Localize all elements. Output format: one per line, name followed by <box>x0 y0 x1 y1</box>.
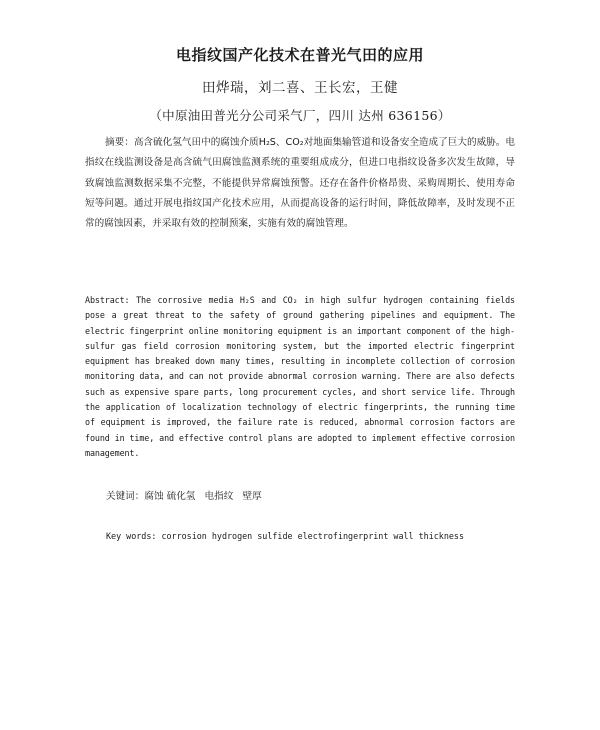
abstract-chinese <box>85 133 515 234</box>
abstract-english: Abstract: The corrosive media H₂S and CO₂ in high sulfur hydrogen containing fields pose a great threat to the safety of ground gathering pipelines and equipment. The electric fingerprint online monitoring equipment is an important component of the high-sulfur gas field corrosion monitoring system, but the imported electric fingerprint equipment has breaked down many times, resulting in incomplete collection of corrosion monitoring data, and can not provide abnormal corrosion warning. There are also defects such as expensive spare parts, long procurement cycles, and short service life. Through the application of localization technology of electric fingerprints, the running time of equipment is improved, the failure rate is reduced, abnormal corrosion factors are found in time, and effective control plans are adopted to implement effective corrosion management. <box>85 295 515 458</box>
author-list: 田烨瑞，刘二喜、王长宏，王健 <box>202 80 398 96</box>
paper-title: 电指纹国产化技术在普光气田的应用 <box>175 46 424 64</box>
abstract-chinese-label: 摘要： <box>105 137 134 148</box>
keywords-chinese: 关键词：腐蚀 硫化氢 电指纹 壁厚 <box>106 491 262 502</box>
author-affiliation: （中原油田普光分公司采气厂，四川 达州 636156） <box>149 108 451 123</box>
abstract-chinese-text: 高含硫化氢气田中的腐蚀介质H₂S、CO₂对地面集输管道和设备安全造成了巨大的威胁。电指纹在线监测设备是高含硫气田腐蚀监测系统的重要组成成分，但进口电指纹设备多次发生故障，导致腐蚀监测数据采集不完整，不能提供异常腐蚀预警。还存在备件价格昂贵、采购周期长、使用寿命短等问题。通过开展电指纹国产化技术应用，从而提高设备的运行时间，降低故障率，及时发现不正常的腐蚀因素，并采取有效的控制预案，实施有效的腐蚀管理。 <box>85 137 515 230</box>
keywords-english: Key words: corrosion hydrogen sulfide electrofingerprint wall thickness <box>106 531 464 541</box>
